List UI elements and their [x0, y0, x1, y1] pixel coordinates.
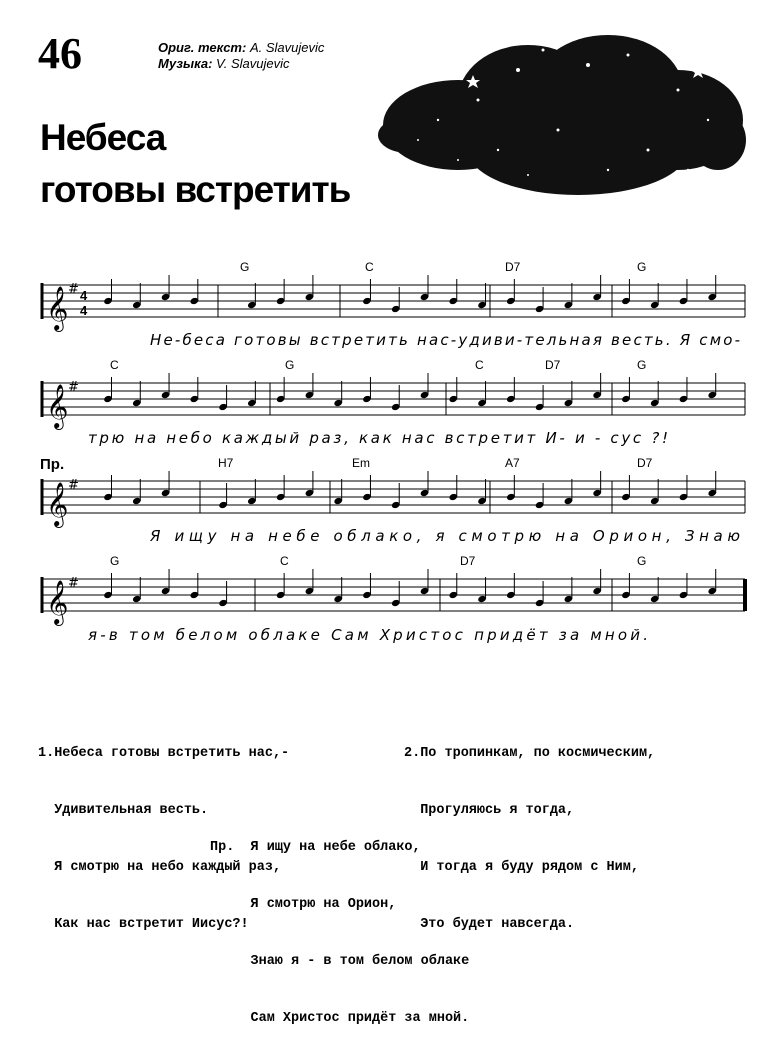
chord-symbol: A7 [505, 456, 520, 470]
sharp-icon: # [68, 576, 79, 591]
lyrics-line: трю на небо каждый раз, как нас встретит И- и - сус ?! [88, 429, 669, 447]
credit-music-author: V. Slavujevic [216, 56, 290, 71]
lyrics-line: Не-беса готовы встретить нас-удиви-тельная весть. Я смо- [150, 331, 741, 349]
lyrics-line: я-в том белом облаке Сам Христос придёт за мной. [88, 626, 648, 644]
staff-systems [40, 260, 745, 644]
verse-2-line: Прогуляюсь я тогда, [404, 803, 575, 818]
chord-symbol: G [637, 554, 647, 568]
chord-symbol: H7 [218, 456, 234, 470]
credit-text-author: A. Slavujevic [249, 40, 325, 55]
chord-symbol: Em [352, 456, 370, 470]
lyrics-line: Я ищу на небе облако, я смотрю на Орион, Знаю [150, 527, 741, 545]
song-number: 46 [38, 29, 82, 78]
verse-1-line: Как нас встретит Иисус?! [38, 917, 249, 932]
chorus-line: Я смотрю на Орион, [210, 897, 397, 912]
treble-clef-icon: 𝄞 [46, 482, 69, 526]
chord-symbol: D7 [505, 260, 521, 274]
chord-symbol: G [637, 358, 647, 372]
title-line-1: Небеса [40, 117, 166, 158]
verse-2-line: И тогда я буду рядом с Ним, [404, 860, 639, 875]
verse-1-line: Удивительная весть. [38, 803, 209, 818]
treble-clef-icon: 𝄞 [46, 580, 69, 624]
sharp-icon: # [68, 478, 79, 493]
sharp-icon: # [68, 380, 79, 395]
chord-symbol: C [280, 554, 289, 568]
chord-symbol: D7 [545, 358, 561, 372]
chorus-line: Знаю я - в том белом облаке [210, 954, 470, 969]
verse-1-line: Я смотрю на небо каждый раз, [38, 860, 282, 875]
verse-2-line: Это будет навсегда. [404, 917, 575, 932]
chord-symbol: G [110, 554, 120, 568]
chord-symbol: D7 [637, 456, 653, 470]
chorus-line: Сам Христос придёт за мной. [210, 1011, 470, 1026]
chord-symbol: G [285, 358, 295, 372]
chord-symbol: G [637, 260, 647, 274]
time-signature-top: 4 [80, 288, 88, 303]
title-line-2: готовы встретить [40, 169, 351, 210]
chorus [210, 800, 469, 1047]
verse-2-line: 2.По тропинкам, по космическим, [404, 746, 656, 761]
chord-symbol: D7 [460, 554, 476, 568]
treble-clef-icon: 𝄞 [46, 286, 69, 330]
treble-clef-icon: 𝄞 [46, 384, 69, 428]
chord-symbol: C [365, 260, 374, 274]
credit-text-label: Ориг. текст: [158, 40, 247, 55]
sharp-icon: # [68, 282, 79, 297]
chord-symbol: G [240, 260, 250, 274]
verse-1-line: 1.Небеса готовы встретить нас,- [38, 746, 290, 761]
credit-music-label: Музыка: [158, 56, 213, 71]
chorus-line: Пр. Я ищу на небе облако, [210, 840, 421, 855]
refrain-marker: Пр. [40, 456, 65, 473]
chord-symbol: C [475, 358, 484, 372]
chord-symbol: C [110, 358, 119, 372]
time-signature-bottom: 4 [80, 303, 88, 318]
